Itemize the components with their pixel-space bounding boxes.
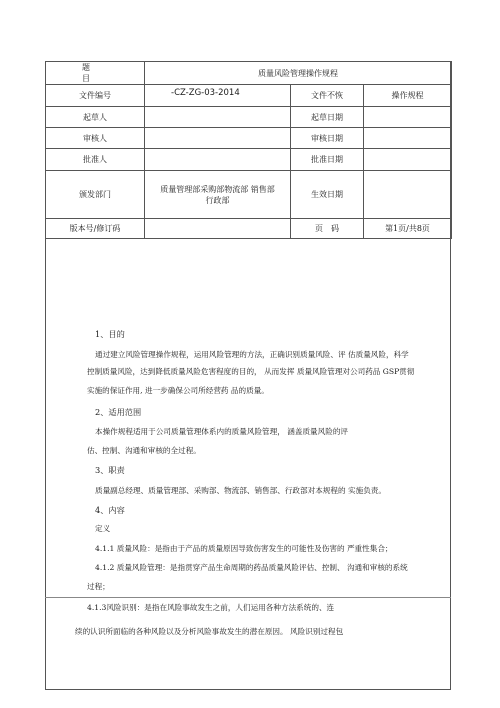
version-row xyxy=(46,219,452,239)
approver-value xyxy=(145,149,291,171)
title-value: 质量风险管理操作规程 xyxy=(145,62,452,85)
effective-date-label: 生效日期 xyxy=(291,171,364,219)
drafter-value xyxy=(145,107,291,128)
section-1-heading: 1、目的 xyxy=(95,329,125,339)
issuing-dept-row xyxy=(46,171,452,219)
draft-date-label: 起草日期 xyxy=(291,107,364,128)
issuing-dept-value xyxy=(145,171,291,219)
section-4-heading: 4、内容 xyxy=(95,505,125,515)
version-label: 版本号/修订码 xyxy=(46,219,145,239)
doc-number-row xyxy=(46,85,452,107)
doc-number-label: 文件编号 xyxy=(46,85,145,107)
section-divider xyxy=(45,597,451,598)
doc-type-value: 操作规程 xyxy=(364,85,452,107)
section-1-line-2: 控制质量风险，达到降低质量风险危害程度的目的， 从而发挥 质量风险管理对公司药品 GSP贯彻 xyxy=(87,367,415,376)
approver-label: 批准人 xyxy=(46,149,145,171)
approve-date-value xyxy=(364,149,452,171)
clause-4-1-1: 4.1.1 质量风险：是指由于产品的质量原因导致伤害发生的可能性及伤害的 严重性集合； xyxy=(95,544,393,553)
section-1-line-1: 通过建立风险管理操作规程，运用风险管理的方法，正确识别质量风险、评 估质量风险，科学 xyxy=(95,350,409,359)
section-3-heading: 3、职责 xyxy=(95,465,125,475)
title-label: 题 目 xyxy=(46,62,145,85)
draft-date-value xyxy=(364,107,452,128)
page-label: 页 码 xyxy=(291,219,364,239)
drafter-label: 起草人 xyxy=(46,107,145,128)
review-date-label: 审核日期 xyxy=(291,128,364,149)
section-1-line-3: 实施的保证作用, 进一步确保公司所经营药 品的质量。 xyxy=(87,386,269,395)
issuing-dept-label: 颁发部门 xyxy=(46,171,145,219)
approver-row xyxy=(46,149,452,171)
page-value: 第1页/共8页 xyxy=(364,219,452,239)
section-3-line-1: 质量副总经理、质量管理部、采购部、物流部、销售部、行政部对本规程的 实施负责。 xyxy=(95,486,386,495)
drafter-row xyxy=(46,107,452,128)
section-2-line-2: 估、控制、沟通和审核的全过程。 xyxy=(87,446,201,455)
document-header-table xyxy=(45,61,452,239)
review-date-value xyxy=(364,128,452,149)
issuing-dept-line-1: 质量管理部采购部物流部 销售部 xyxy=(160,184,275,194)
section-2-line-1: 本操作规程适用于公司质量管理体系内的质量风险管理， 涵盖质量风险的评 xyxy=(95,427,349,436)
approve-date-label: 批准日期 xyxy=(291,149,364,171)
clause-4-1-3-line-2: 续的认识所面临的各种风险以及分析风险事故发生的潜在原因。 风险识别过程包 xyxy=(75,627,344,636)
reviewer-row xyxy=(46,128,452,149)
reviewer-value xyxy=(145,128,291,149)
clause-4-1-3-line-1: 4.1.3风险识别：是指在风险事故发生之前，人们运用各种方法系统的、连 xyxy=(87,603,335,612)
effective-date-value xyxy=(364,171,452,219)
title-row xyxy=(46,62,452,85)
reviewer-label: 审核人 xyxy=(46,128,145,149)
section-2-heading: 2、适用范围 xyxy=(95,407,142,417)
clause-4-1-2-line-1: 4.1.2 质量风险管理：是指贯穿产品生命周期的药品质量风险评估、控制、 沟通和审核的系统 xyxy=(95,563,408,572)
version-value xyxy=(145,219,291,239)
doc-type-label: 文件不恢 xyxy=(291,85,364,107)
definition-label: 定义 xyxy=(95,524,111,533)
issuing-dept-line-2: 行政部 xyxy=(205,195,230,205)
doc-number-value: -CZ-ZG-03-2014 xyxy=(145,85,291,107)
clause-4-1-2-line-2: 过程； xyxy=(87,582,110,591)
